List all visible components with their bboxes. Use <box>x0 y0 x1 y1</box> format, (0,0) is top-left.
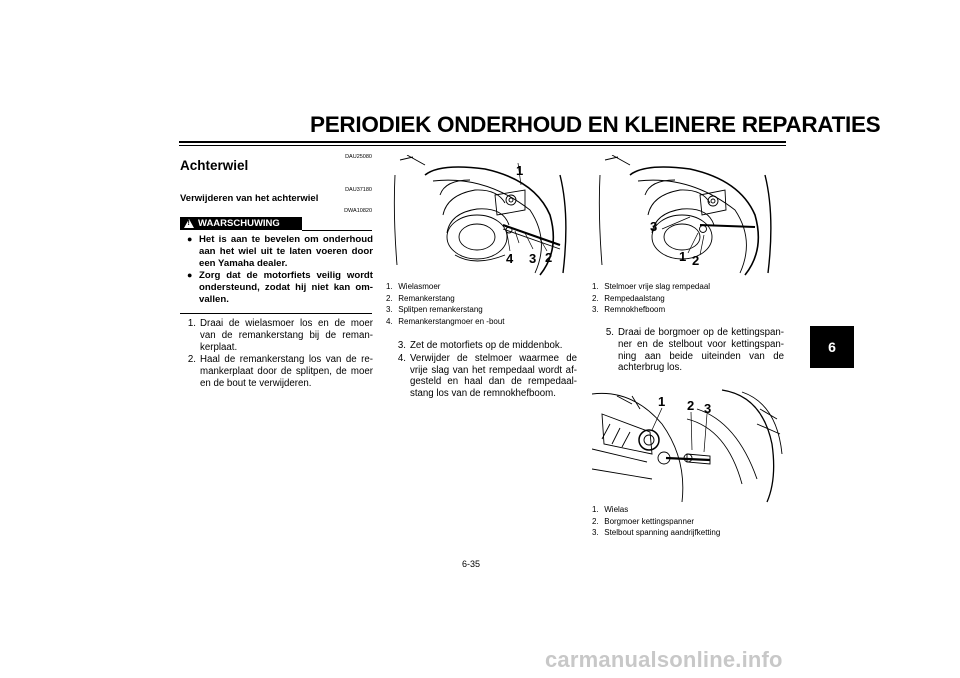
page-header-title: PERIODIEK ONDERHOUD EN KLEINERE REPARATIES <box>310 112 881 137</box>
callout-3: 3 <box>650 219 658 234</box>
step-item: 2. Haal de remankerstang los van de re-mankerplaat door de splitpen, de moer en de bout te verwijderen. <box>187 354 373 389</box>
warning-label: WAARSCHUWING <box>198 218 280 229</box>
warning-top-rule <box>302 230 372 231</box>
warning-bullet: ● Zorg dat de motorfiets veilig wordt ondersteund, zodat hij niet kan om-vallen. <box>187 270 373 305</box>
page-number: 6-35 <box>462 559 481 569</box>
caption-item: 3. Remnokhefboom <box>592 305 666 315</box>
callout-2: 2 <box>692 253 700 268</box>
figure-rear-wheel-brake <box>385 155 580 280</box>
figure-caption <box>386 281 576 327</box>
callout-3: 3 <box>529 251 537 266</box>
callout-1: 1 <box>679 249 687 264</box>
warning-bottom-rule <box>180 313 372 314</box>
warning-code: DWA10820 <box>344 208 372 214</box>
middle-steps <box>390 340 577 401</box>
caption-item: 4. Remankerstangmoer en -bout <box>386 316 505 326</box>
caption-item: 1. Wielas <box>592 505 629 514</box>
warning-bullet: ● Het is aan te bevelen om onderhoud aan het wiel uit te laten voeren door een Yamaha dealer. <box>187 234 373 269</box>
step-item: 4. Verwijder de stelmoer waarmee de vrije slag van het rempedaal wordt af-gesteld en haal dan de rempedaal-stang los van de remnokhefboom. <box>397 352 577 400</box>
callout-2: 2 <box>545 250 553 265</box>
figure-caption <box>592 281 782 316</box>
warning-triangle-icon <box>184 219 194 228</box>
bullet-icon: ● <box>187 270 193 281</box>
caption-item: 1. Stelmoer vrije slag rempedaal <box>592 282 711 291</box>
step-item: 3. Zet de motorfiets op de middenbok. <box>397 340 563 351</box>
caption-item: 3. Stelbout spanning aandrijfketting <box>592 528 721 538</box>
callout-1: 1 <box>516 163 524 178</box>
caption-item: 1. Wielasmoer <box>386 282 441 291</box>
caption-item: 2. Borgmoer kettingspanner <box>592 516 695 526</box>
header-rule <box>179 141 786 143</box>
right-steps <box>598 327 784 375</box>
callout-4: 4 <box>506 251 514 266</box>
warning-bullet-list <box>187 234 373 307</box>
bullet-icon: ● <box>187 234 193 244</box>
left-steps <box>180 318 373 391</box>
figure-brake-pedal-rod <box>590 155 785 280</box>
caption-item: 2. Remankerstang <box>386 293 455 303</box>
figure-caption <box>592 504 782 539</box>
callout-1: 1 <box>658 394 666 409</box>
callout-3: 3 <box>704 401 712 416</box>
callout-2: 2 <box>687 398 695 413</box>
watermark-link[interactable]: carmanualsonline.info <box>545 647 783 672</box>
step-item: 5. Draai de borgmoer op de kettingspan-ner en de stelbout voor kettingspan-ning aan beide uiteinden van de achterbrug los. <box>605 327 784 374</box>
header-rule-thin <box>179 145 786 146</box>
caption-item: 2. Rempedaalstang <box>592 293 665 303</box>
subsection-heading: Verwijderen van het achterwiel <box>180 193 319 204</box>
step-item: 1. Draai de wielasmoer los en de moer van de remankerstang bij de reman-kerplaat. <box>187 318 373 353</box>
caption-item: 3. Splitpen remankerstang <box>386 305 483 315</box>
warning-label-box <box>180 217 302 230</box>
subsection-code: DAU37180 <box>345 187 372 193</box>
chapter-tab[interactable]: 6 <box>810 326 854 368</box>
section-code: DAU25080 <box>345 154 372 160</box>
figure-chain-adjuster <box>592 384 784 504</box>
section-heading: Achterwiel <box>180 158 249 173</box>
